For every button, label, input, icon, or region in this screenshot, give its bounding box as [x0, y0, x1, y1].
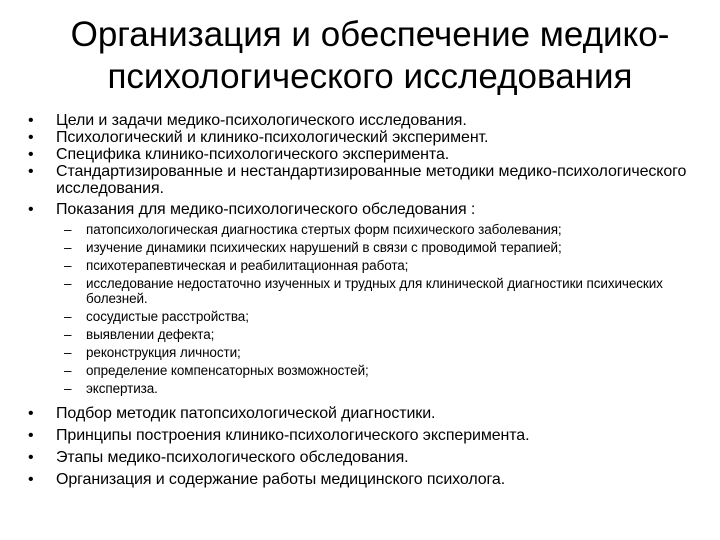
sub-item: – исследование недостаточно изученных и трудных для клинической диагностики психических болезней.	[0, 276, 720, 306]
sub-item: – реконструкция личности;	[0, 345, 720, 360]
title-line-1: Организация и обеспечение медико-	[70, 15, 670, 54]
bullet-item: • Цели и задачи медико-психологического исследования.	[0, 112, 720, 129]
bullet-item: • Психологический и клинико-психологический эксперимент.	[0, 129, 720, 146]
bullet-item: • Показания для медико-психологического обследования :	[0, 201, 720, 218]
sub-item: – патопсихологическая диагностика стертых форм психического заболевания;	[0, 222, 720, 237]
sub-item: – изучение динамики психических нарушений в связи с проводимой терапией;	[0, 240, 720, 255]
title-line-2: психологического исследования	[107, 57, 633, 96]
bullet-item: • Организация и содержание работы медицинского психолога.	[0, 471, 720, 488]
bullet-item: • Специфика клинико-психологического эксперимента.	[0, 146, 720, 163]
sub-list	[0, 222, 720, 396]
bullet-item: • Стандартизированные и нестандартизированные методики медико-психологического исследования.	[0, 163, 720, 197]
bullet-item: • Принципы построения клинико-психологического эксперимента.	[0, 427, 720, 444]
bullet-item: • Этапы медико-психологического обследования.	[0, 449, 720, 466]
sub-item: – сосудистые расстройства;	[0, 309, 720, 324]
slide-title	[40, 14, 700, 98]
sub-item: – экспертиза.	[0, 381, 720, 396]
sub-item: – определение компенсаторных возможностей;	[0, 363, 720, 378]
bullet-list	[0, 112, 720, 488]
sub-item: – выявлении дефекта;	[0, 327, 720, 342]
bullet-item: • Подбор методик патопсихологической диагностики.	[0, 405, 720, 422]
sub-item: – психотерапевтическая и реабилитационная работа;	[0, 258, 720, 273]
